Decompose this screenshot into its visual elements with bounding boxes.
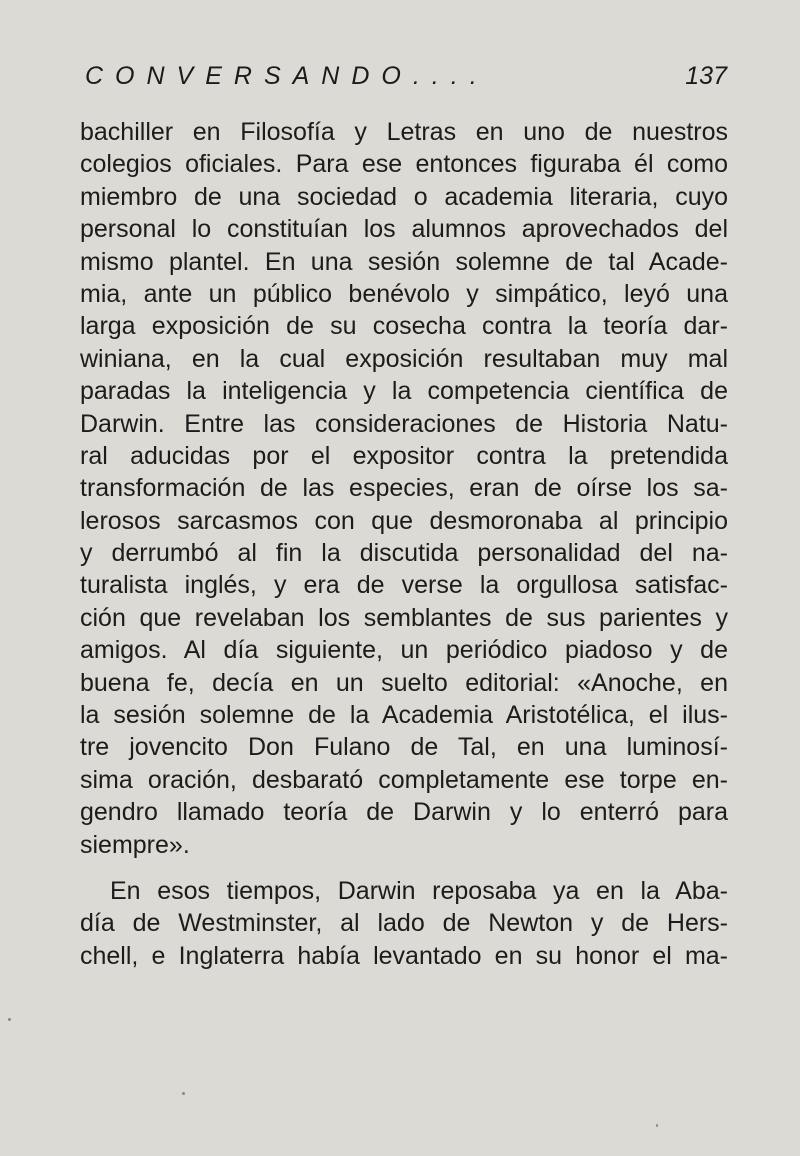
- text-line: mismo plantel. En una sesión solemne de tal Acade-: [80, 247, 728, 276]
- text-line: En esos tiempos, Darwin reposaba ya en la Aba-: [110, 876, 728, 905]
- text-line: chell, e Inglaterra había levantado en su honor el ma-: [80, 941, 728, 970]
- text-line: buena fe, decía en un suelto editorial: «Anoche, en: [80, 668, 728, 697]
- text-line: siempre».: [80, 830, 190, 859]
- text-line: lerosos sarcasmos con que desmoronaba al principio: [80, 506, 728, 535]
- text-line: sima oración, desbarató completamente ese torpe en-: [80, 765, 728, 794]
- text-line: y derrumbó al fin la discutida personalidad del na-: [80, 539, 728, 568]
- text-line: winiana, en la cual exposición resultaban muy mal: [80, 344, 728, 373]
- text-line: gendro llamado teoría de Darwin y lo enterró para: [80, 798, 728, 827]
- paper-speck: [656, 1124, 658, 1127]
- text-line: amigos. Al día siguiente, un periódico piadoso y de: [80, 636, 728, 665]
- text-line: tre jovencito Don Fulano de Tal, en una luminosí-: [80, 733, 728, 762]
- page-number: 137: [685, 62, 727, 90]
- text-line: miembro de una sociedad o academia literaria, cuyo: [80, 182, 728, 211]
- paragraph-1: [80, 116, 728, 861]
- text-line: transformación de las especies, eran de oírse los sa-: [80, 474, 728, 503]
- text-line: larga exposición de su cosecha contra la teoría dar-: [80, 312, 728, 341]
- text-line: la sesión solemne de la Academia Aristotélica, el ilus-: [80, 701, 728, 730]
- running-title: CONVERSANDO....: [85, 62, 489, 90]
- text-line: colegios oficiales. Para ese entonces figuraba él como: [80, 150, 728, 179]
- text-line: paradas la inteligencia y la competencia científica de: [80, 377, 728, 406]
- paragraph-gap: [80, 861, 728, 875]
- text-line: personal lo constituían los alumnos aprovechados del: [80, 215, 728, 244]
- paper-speck: [8, 1018, 11, 1021]
- paragraph-2: [80, 875, 728, 972]
- text-line: Darwin. Entre las consideraciones de Historia Natu-: [80, 409, 728, 438]
- body-text: [80, 116, 728, 972]
- text-line: bachiller en Filosofía y Letras en uno de nuestros: [80, 118, 728, 146]
- text-line: ral aducidas por el expositor contra la pretendida: [80, 441, 728, 470]
- text-line: ción que revelaban los semblantes de sus parientes y: [80, 603, 728, 632]
- text-line: día de Westminster, al lado de Newton y de Hers-: [80, 909, 728, 938]
- paper-speck: [182, 1092, 185, 1095]
- page-header: [85, 62, 735, 96]
- text-line: mia, ante un público benévolo y simpático, leyó una: [80, 279, 728, 308]
- text-line: turalista inglés, y era de verse la orgullosa satisfac-: [80, 571, 728, 600]
